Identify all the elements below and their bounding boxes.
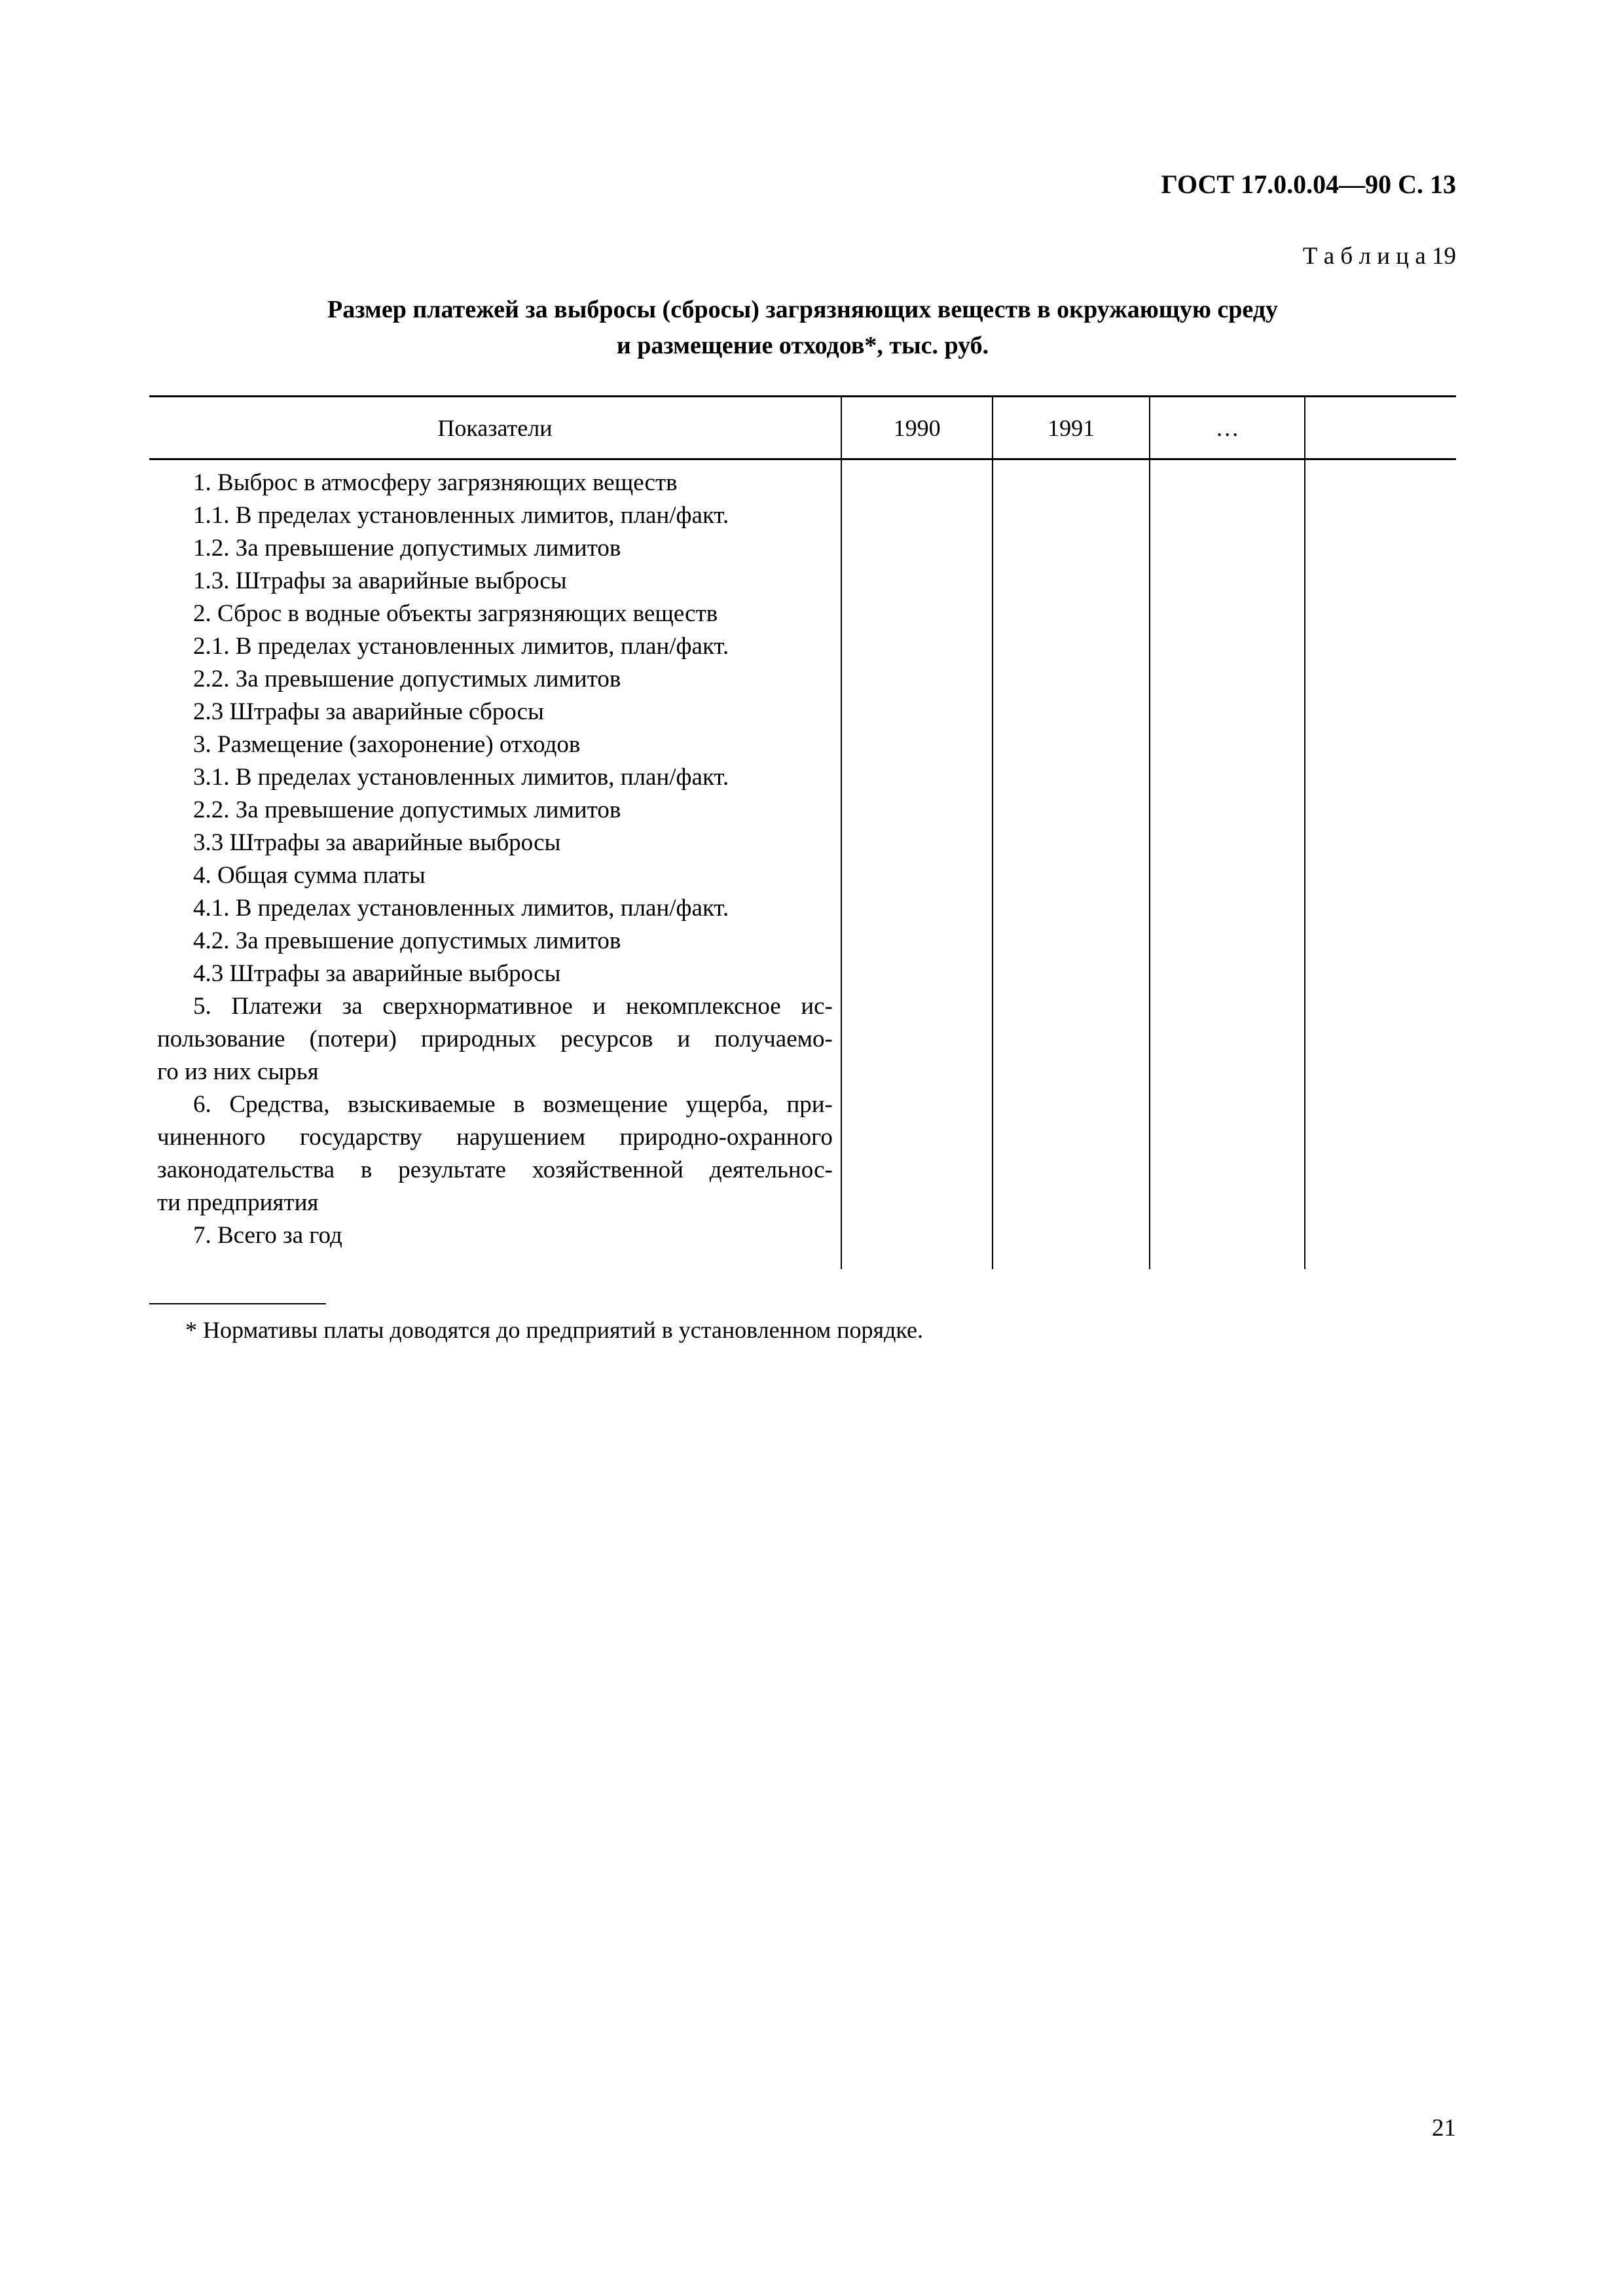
indicator-line: чиненного государству нарушением природно-охранного — [157, 1124, 833, 1151]
column-header-ellipsis: … — [1149, 397, 1305, 458]
indicator-line: 4. Общая сумма платы — [193, 862, 426, 889]
payments-table — [149, 395, 1456, 1269]
table-title-line1: Размер платежей за выбросы (сбросы) загрязняющих веществ в окружающую среду — [327, 296, 1278, 323]
column-header-indicators: Показатели — [437, 414, 553, 441]
indicator-line: 2.2. За превышение допустимых лимитов — [193, 797, 621, 823]
indicator-line: 2.1. В пределах установленных лимитов, план/факт. — [193, 633, 729, 660]
indicator-line: законодательства в результате хозяйственной деятельнос- — [157, 1157, 833, 1183]
footnote-separator — [149, 1303, 326, 1304]
column-header-empty — [1304, 397, 1456, 458]
indicator-line: 3.3 Штрафы за аварийные выбросы — [193, 829, 561, 856]
table-row — [157, 761, 833, 794]
indicator-line: пользование (потери) природных ресурсов и получаемо- — [157, 1026, 833, 1052]
value-column-ellipsis — [1149, 460, 1305, 1269]
table-row — [157, 859, 833, 892]
table-label: Т а б л и ц а 19 — [1302, 243, 1456, 270]
footnote-text: * Нормативы платы доводятся до предприятий в установленном порядке. — [185, 1317, 923, 1343]
table-row — [157, 892, 833, 925]
table-row — [157, 663, 833, 696]
indicator-line: 4.1. В пределах установленных лимитов, план/факт. — [193, 895, 729, 922]
indicator-line: го из них сырья — [157, 1058, 319, 1085]
indicator-line: 1. Выброс в атмосферу загрязняющих веществ — [193, 469, 678, 496]
table-row — [157, 565, 833, 598]
indicator-line: 2.2. За превышение допустимых лимитов — [193, 666, 621, 692]
column-header-1990: 1990 — [841, 397, 993, 458]
table-header-row — [149, 397, 1456, 460]
value-column-1991 — [992, 460, 1149, 1269]
indicators-column — [149, 460, 841, 1269]
value-column-empty — [1304, 460, 1456, 1269]
table-title — [149, 292, 1456, 364]
indicator-line: 6. Средства, взыскиваемые в возмещение ущерба, при- — [193, 1091, 833, 1118]
table-row — [157, 990, 833, 1088]
page-number: 21 — [1432, 2115, 1456, 2142]
indicator-line: 1.3. Штрафы за аварийные выбросы — [193, 567, 567, 594]
table-row — [157, 630, 833, 663]
table-row — [157, 696, 833, 728]
table-row — [157, 1088, 833, 1219]
indicator-line: 5. Платежи за сверхнормативное и некомплексное ис- — [193, 993, 833, 1020]
indicator-line: 2.3 Штрафы за аварийные сбросы — [193, 698, 544, 725]
indicator-line: 4.2. За превышение допустимых лимитов — [193, 927, 621, 954]
table-row — [157, 958, 833, 990]
table-row — [157, 827, 833, 859]
indicator-line: 2. Сброс в водные объекты загрязняющих веществ — [193, 600, 718, 627]
indicator-line: 1.1. В пределах установленных лимитов, план/факт. — [193, 502, 729, 529]
table-row — [157, 794, 833, 827]
table-row — [157, 467, 833, 499]
table-row — [157, 925, 833, 958]
indicator-line: 3.1. В пределах установленных лимитов, план/факт. — [193, 764, 729, 791]
indicator-line: ти предприятия — [157, 1189, 319, 1216]
indicator-line: 3. Размещение (захоронение) отходов — [193, 731, 581, 758]
indicator-line: 7. Всего за год — [193, 1222, 342, 1249]
table-row — [157, 532, 833, 565]
value-column-1990 — [841, 460, 993, 1269]
indicator-line: 1.2. За превышение допустимых лимитов — [193, 535, 621, 562]
document-header: ГОСТ 17.0.0.04—90 С. 13 — [1161, 170, 1456, 199]
table-row — [157, 728, 833, 761]
table-row — [157, 598, 833, 630]
table-row — [157, 1219, 833, 1252]
footnote-block — [149, 1303, 1456, 1346]
table-row — [157, 499, 833, 532]
column-header-1991: 1991 — [992, 397, 1149, 458]
indicator-line: 4.3 Штрафы за аварийные выбросы — [193, 960, 561, 987]
table-body — [149, 460, 1456, 1269]
table-title-line2: и размещение отходов*, тыс. руб. — [616, 332, 989, 359]
